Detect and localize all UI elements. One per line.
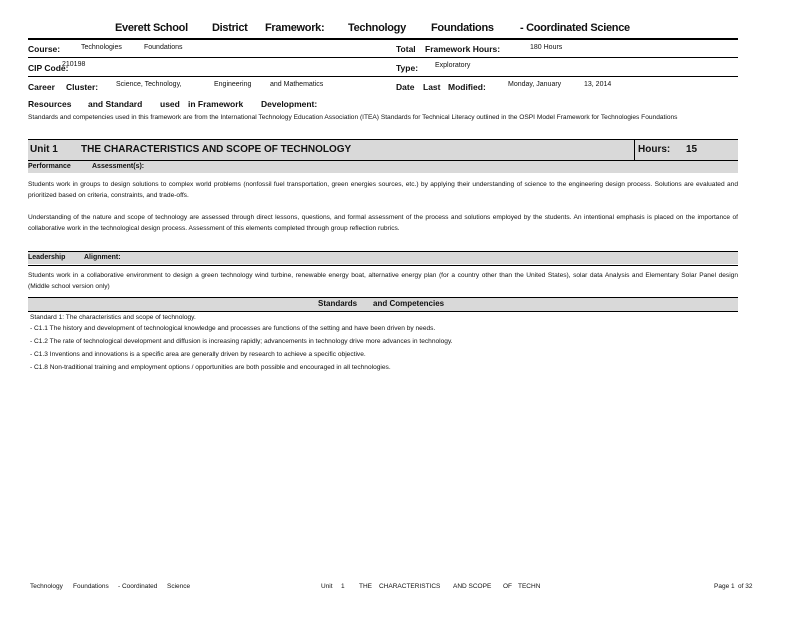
leadership-heading-2: Alignment:	[84, 254, 121, 261]
cip-code-value: 210198	[62, 61, 86, 68]
footer-mid-1: Unit	[321, 583, 333, 590]
leadership-rule-bottom	[28, 265, 738, 266]
title-part-framework: Framework:	[265, 22, 325, 34]
competency-line: - C1.3 Inventions and innovations is a specific area are generally driven by research to achieve a specific objective.	[30, 351, 366, 358]
career-label: Career	[28, 82, 55, 92]
leadership-heading-1: Leadership	[28, 254, 66, 261]
course-label: Course:	[28, 44, 61, 54]
framework-hours-label: Framework Hours:	[425, 44, 501, 54]
competency-line: - C1.2 The rate of technological development and diffusion is increasing rapidly; advancements in technology drive more advances in technology.	[30, 338, 453, 345]
resources-heading-5: Development:	[261, 99, 318, 109]
unit-bar	[28, 139, 738, 161]
cip-rule	[28, 76, 738, 77]
course-value-1: Technologies	[81, 44, 122, 51]
footer-left-1: Technology	[30, 583, 63, 590]
cluster-value-2: Engineering	[214, 81, 252, 88]
title-part-foundations: Foundations	[431, 22, 494, 34]
unit-bar-divider	[634, 140, 635, 160]
modified-label: Modified:	[448, 82, 486, 92]
footer-page-number: Page 1	[714, 583, 735, 590]
course-rule	[28, 57, 738, 58]
total-label: Total	[396, 44, 416, 54]
competency-line: - C1.8 Non-traditional training and employment options / opportunities are both possible and encouraged in all technologies.	[30, 364, 391, 371]
footer-mid-5: AND SCOPE	[453, 583, 492, 590]
title-part-school: Everett School	[115, 22, 188, 34]
document-title	[0, 22, 800, 38]
footer-page-total: of 32	[738, 583, 753, 590]
title-rule	[28, 38, 738, 40]
performance-paragraph-1: Students work in groups to design solutions to complex world problems (nonfossil fuel transportation, green energies sources, etc.) by applying their understanding of science to the engineering design process. Solutions are evaluated and prioritized based on criteria, constraints, and trade-offs.	[28, 181, 738, 199]
performance-heading-1: Performance	[28, 163, 71, 170]
resources-text: Standards and competencies used in this framework are from the International Technology Education Association (ITEA) Standards for Technical Literacy outlined in the OSPI Model Framework for Technologies Foundations	[28, 114, 678, 121]
standard-line: Standard 1: The characteristics and scope of technology.	[30, 314, 196, 321]
last-label: Last	[423, 82, 441, 92]
resources-heading-3: used	[160, 99, 180, 109]
type-value: Exploratory	[435, 62, 471, 69]
hours-label: Hours:	[638, 144, 671, 155]
modified-value-2: 13, 2014	[584, 81, 612, 88]
leadership-text: Students work in a collaborative environment to design a green technology wind turbine, renewable energy boat, alternative energy plan (for a country other than the United States), solar data Analysis and Elementary Solar Panel design (Middle school version only)	[28, 272, 738, 290]
course-value-2: Foundations	[144, 44, 183, 51]
footer-left-4: Science	[167, 583, 191, 590]
performance-heading-2: Assessment(s):	[92, 163, 145, 170]
competency-line: - C1.1 The history and development of technological knowledge and processes are functions of the setting and have been driven by needs.	[30, 325, 436, 332]
footer-mid-3: THE	[359, 583, 372, 590]
footer-mid-2: 1	[341, 583, 345, 590]
modified-value-1: Monday, January	[508, 81, 562, 88]
footer-mid-6: OF	[503, 583, 513, 590]
resources-heading-4: in Framework	[188, 99, 244, 109]
title-part-coordinated-science: - Coordinated Science	[520, 22, 630, 34]
cluster-value-3: and Mathematics	[270, 81, 324, 88]
leadership-band	[28, 252, 738, 264]
title-part-technology: Technology	[348, 22, 406, 34]
type-label: Type:	[396, 63, 419, 73]
unit-label: Unit 1	[30, 144, 58, 155]
footer-mid-4: CHARACTERISTICS	[379, 583, 441, 590]
title-part-district: District	[212, 22, 248, 34]
cluster-label: Cluster:	[66, 82, 99, 92]
resources-heading-2: and Standard	[88, 99, 143, 109]
hours-value: 15	[686, 144, 698, 155]
resources-heading-1: Resources	[28, 99, 72, 109]
cip-code-label: CIP Code:	[28, 63, 69, 73]
footer-left-3: - Coordinated	[118, 583, 158, 590]
cluster-value-1: Science, Technology,	[116, 81, 182, 88]
standards-heading-2: and Competencies	[373, 299, 445, 308]
standards-heading-1: Standards	[318, 299, 358, 308]
date-label: Date	[396, 82, 415, 92]
framework-hours-value: 180 Hours	[530, 44, 563, 51]
unit-title: THE CHARACTERISTICS AND SCOPE OF TECHNOLOGY	[81, 144, 352, 155]
footer-left-2: Foundations	[73, 583, 109, 590]
performance-paragraph-2: Understanding of the nature and scope of technology are assessed through direct lessons, questions, and formal assessment of the process and solutions employed by the students. An intentional emphasis is placed on the importance of collaborative work in the technological design process. Assessment of this elements completed through group reflection rubrics.	[28, 214, 738, 232]
footer-mid-7: TECHN	[518, 583, 541, 590]
